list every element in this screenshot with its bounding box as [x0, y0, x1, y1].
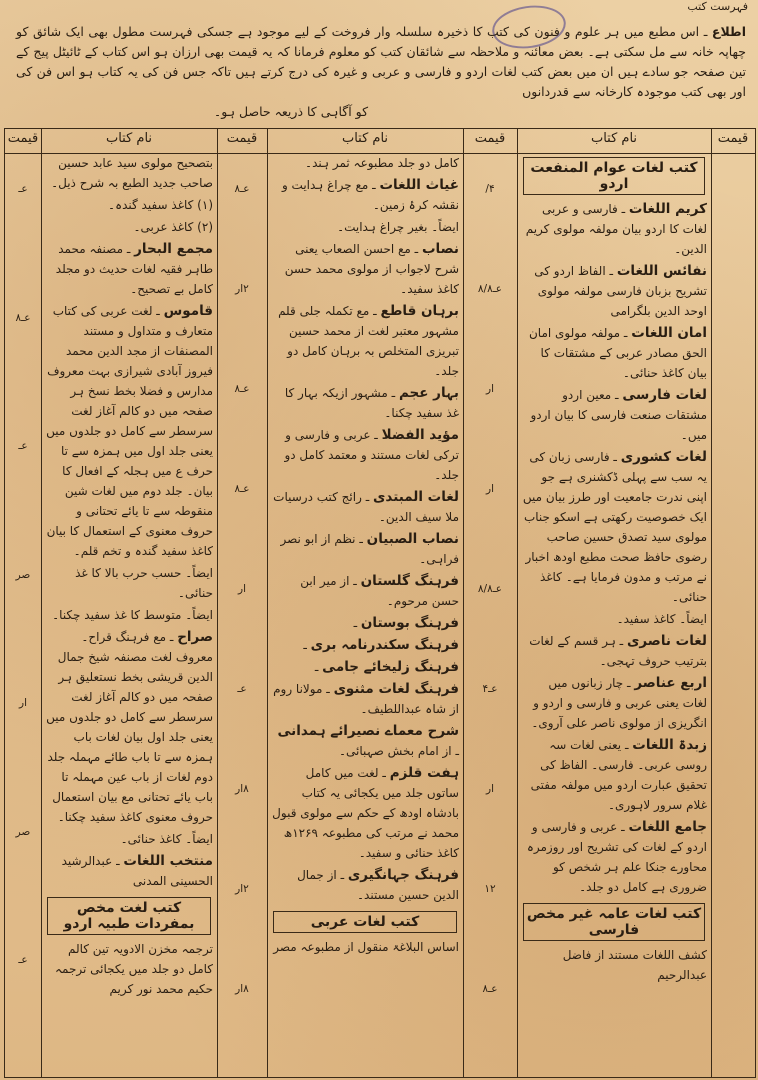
title-separator: ـ: [123, 242, 135, 256]
col2-book-entry: [267, 383, 463, 425]
book-title: فرہنگ بوستان: [360, 615, 459, 631]
col1-price-header: قیمت: [717, 131, 749, 146]
book-title: قاموس: [163, 303, 213, 319]
price-cell: عـ۸: [15, 311, 31, 324]
book-description: یعنی لغات سہ روسی عربی۔ فارسی۔ الفاظ کی تحقیق عبارت اردو میں مولفہ مفتی غلام سرور لاہوری۔: [530, 738, 707, 812]
book-description: ایضاً۔ متوسط کا غذ سفید چکنا۔: [52, 608, 213, 622]
book-description: مع احسن الصعاب یعنی شرح لاجواب از مولوی محمد حسن کاغذ سفید۔: [284, 242, 459, 296]
price-cell: عـ۸/۸: [477, 283, 503, 295]
price-cell: ۸ار: [235, 983, 249, 995]
book-title: منتخب اللغات: [123, 853, 213, 869]
book-title: فرہنگ جہانگیری: [347, 867, 459, 883]
book-description: مع چراغ ہدایت و نقشہ کرۂ زمین۔: [281, 178, 459, 212]
price-cell: صر: [15, 568, 31, 581]
price-cell: عـ۸/۸: [477, 583, 503, 595]
book-description: ایضاً۔ حسب حرب بالا کا غذ حنائی۔: [75, 566, 213, 600]
col2-section-heading: کتب لغات عربی: [273, 911, 457, 933]
book-title: صراح: [177, 629, 213, 645]
col2-name-header: نام کتاب: [341, 131, 389, 146]
price-cell: صر: [15, 825, 31, 838]
col3-book-entry: [41, 627, 217, 829]
col3-book-entry: [41, 239, 217, 301]
price-cell: عـ: [237, 683, 247, 695]
book-description: مولفہ مولوی امان الحق مصادر عربی کے مشتقات کا بیان کاغذ حنائی۔: [528, 326, 707, 380]
col3-price-header: قیمت: [226, 131, 258, 146]
book-description: از میر ابن حسن مرحوم۔: [300, 574, 459, 608]
col3-book-entry: [41, 851, 217, 893]
col2-book-entry: [267, 239, 463, 301]
price-cell: ۸ار: [235, 783, 249, 795]
book-title: فرہنگ گلستان: [360, 573, 459, 589]
title-separator: ـ: [322, 682, 334, 696]
title-separator: ـ: [112, 854, 124, 868]
col1-book-entry: [517, 817, 711, 899]
col3-section-heading: کتب لغت مخص بمفردات طبیہ اردو: [47, 897, 211, 935]
col1-book-list: [517, 153, 711, 1077]
col1-book-entry: [517, 735, 711, 817]
book-description: معین اردو مشتقات صنعت فارسی کا بیان اردو میں۔: [530, 388, 707, 442]
book-description: رائج کتب درسیات ملا سیف الدین۔: [273, 490, 459, 524]
col1-book-entry: [517, 323, 711, 385]
book-description: فارسی زبان کی یہ سب سے پہلی ڈکشنری ہے جو اپنی ندرت جامعیت اور طرز بیان میں ایک خصوصیت رکھتی ہے اسکو جناب مولوی سید تصدق حسین صاحب رضوی حافظ صحت مطبع اودھ اخبار نے مرتب و مدون فرمایا ہے۔ کاغذ حنائی۔: [522, 450, 707, 604]
col2-price-header: قیمت: [474, 131, 506, 146]
book-title: نفائس اللغات: [616, 263, 707, 279]
notice-tail: کو آگاہی کا ذریعہ حاصل ہو۔: [213, 104, 369, 119]
title-separator: ـ: [353, 616, 361, 630]
book-description: از امام بخش صہبائی۔: [338, 744, 452, 758]
book-description: کامل دو جلد مطبوعہ ثمر ہند۔: [305, 156, 459, 170]
title-separator: ـ: [387, 386, 399, 400]
book-description: چار زبانوں میں لغات یعنی عربی و فارسی و اردو و انگریزی از مولوی ناصر علی آروی۔: [531, 676, 707, 730]
book-title: فرہنگ سکندرنامہ بری: [310, 637, 459, 653]
price-cell: عـ۸: [234, 383, 250, 395]
book-title: کریم اللغات: [628, 201, 707, 217]
price-cell: ار: [486, 783, 494, 795]
book-description: از جمال الدین حسین مستند۔: [297, 868, 459, 902]
title-separator: ـ: [370, 428, 382, 442]
price-cell: ار: [238, 583, 246, 595]
col2-book-entry: [267, 635, 463, 657]
col-divider: [711, 129, 712, 1077]
price-cell: ۱۲: [484, 883, 496, 895]
price-cell: عـ: [18, 954, 28, 967]
col1-book-entry: [517, 631, 711, 673]
price-cell: عـ: [18, 440, 28, 453]
col3-last-entry: ترجمہ مخزن الادویہ تین کالم کامل دو جلد میں یکجائی ترجمہ حکیم محمد نور کریم: [54, 942, 213, 996]
book-list-table: [4, 128, 756, 1078]
title-separator: ـ: [451, 744, 459, 758]
title-separator: ـ: [615, 634, 628, 648]
col4-price-header: قیمت: [7, 131, 39, 146]
book-description: مشہور ازیکہ بہار کا غذ سفید چکنا۔: [284, 386, 459, 420]
title-separator: ـ: [611, 388, 623, 402]
col2-book-entry: [267, 613, 463, 635]
book-title: مجمع البحار: [134, 241, 213, 257]
price-cell: ار: [486, 483, 494, 495]
book-title: لغات ناصری: [627, 633, 707, 649]
col2-book-entry: [267, 425, 463, 487]
title-separator: ـ: [378, 766, 390, 780]
book-title: غیاث اللغات: [379, 177, 459, 193]
col2-book-entry: [267, 865, 463, 907]
book-title: امان اللغات: [631, 325, 707, 341]
col3-book-entry: [41, 301, 217, 563]
title-separator: ـ: [369, 304, 381, 318]
title-separator: ـ: [620, 326, 632, 340]
price-cell: عـ: [18, 183, 28, 195]
title-separator: ـ: [368, 178, 380, 192]
col2-book-list: [267, 153, 463, 1077]
book-title: لغات کشوری: [620, 449, 707, 465]
col3-book-entry: [41, 195, 217, 217]
col1-book-entry: [517, 609, 711, 631]
book-description: لغت عربی کی کتاب متعارف و متداول و مستند المصنفات از مجد الدین محمد فیروز آبادی شیرازی بہت معروف مدارس و فضلا بخط نسخ ہر صفحہ میں دو کالم آغاز لغت سرسطر سے کامل دو جلدوں میں یعنی جلد اول میں ہمزہ سے تا حرف ع میں ہجلہ کے افعال کا بیان۔ جلد دوم میں لغات شین منقوطہ سے تا یائے تحتانی و حروف معنوی کے استعمال کا بیان کاغذ سفید گندہ و تخم قلم۔: [46, 304, 213, 558]
title-separator: ـ: [355, 532, 367, 546]
col1-book-entry: [517, 261, 711, 323]
col3-book-entry: [41, 829, 217, 851]
book-title: اربع عناصر: [634, 675, 707, 691]
col1-book-entry: [517, 199, 711, 261]
book-description: ایضاً۔ کاغذ حنائی۔: [120, 832, 213, 846]
col2-prices: [217, 153, 267, 1077]
book-description: ایضاً۔ بغیر چراغ ہدایت۔: [337, 220, 459, 234]
col3-book-entry: [41, 605, 217, 627]
book-description: لغت میں کامل ساتوں جلد میں یکجائی یہ کتاب بادشاہ اودھ کے حکم سے مولوی قبول محمد نے مرتب کی مطبوعہ ۱۲۶۹ھ کاغذ حنائی و سفید۔: [272, 766, 459, 860]
book-description: مع تکملہ جلی قلم مشہور معتبر لغت از محمد حسین تبریزی المتخلص بہ برہان کامل دو جلد۔: [278, 304, 459, 378]
book-title: فرہنگ لغات مثنوی: [333, 681, 459, 697]
price-cell: عـ۸: [234, 183, 250, 195]
price-cell: ۲ار: [235, 883, 249, 895]
title-separator: ـ: [349, 574, 361, 588]
book-description: ہر قسم کے لغات بترتیب حروف تہجی۔: [529, 634, 707, 668]
book-description: ایضاً۔ کاغذ سفید۔: [616, 612, 707, 626]
price-cell: ۲ار: [235, 283, 249, 295]
col1-section-heading: کتب لغات عوام المنفعت اردو: [523, 157, 705, 195]
title-separator: ـ: [617, 202, 629, 216]
col2-book-entry: [267, 571, 463, 613]
col2-book-entry: [267, 153, 463, 175]
book-description: مع فرہنگ قراح۔ معروف لغت مصنفہ شیخ جمال الدین قریشی بخط نستعلیق ہر صفحہ میں دو کالم آغاز لغت سرسطر سے کامل دو جلدوں میں یعنی جلد اول بیان لغات باب ہمزہ سے تا باب طائے مہملہ جلد دوم لغات از باب عین مہملہ تا باب یائے تحتانی مع بیان استعمال حروف معنوی کاغذ سفید چکنا۔: [46, 630, 213, 824]
col2-book-entry: [267, 529, 463, 571]
col2-book-entry: [267, 487, 463, 529]
price-cell: ۴/: [485, 183, 495, 195]
col1-prices: [463, 153, 517, 1077]
col2-book-entry: [267, 679, 463, 721]
price-cell: ار: [19, 697, 27, 710]
title-separator: ـ: [621, 738, 633, 752]
book-title: لغات فارسی: [622, 387, 707, 403]
book-description: مصنفہ محمد طاہر فقیہ لغات حدیث دو مجلد کامل بے تصحیح۔: [55, 242, 213, 296]
price-cell: عـ۸: [234, 483, 250, 495]
col3-book-entry: [41, 153, 217, 195]
book-title: بہار عجم: [398, 385, 459, 401]
book-title: شرح معماے نصیرائے ہمدانی: [277, 723, 459, 739]
col2-book-entry: [267, 217, 463, 239]
col3-book-entry: [41, 563, 217, 605]
col2-book-entry: [267, 301, 463, 383]
col1-book-entry: [517, 673, 711, 735]
book-title: زبدۃ اللغات: [632, 737, 707, 753]
title-separator: ـ: [617, 820, 629, 834]
col2-book-entry: [267, 763, 463, 865]
price-cell: عـ۴: [482, 683, 498, 695]
title-separator: ـ: [336, 868, 348, 882]
title-separator: ـ: [623, 676, 635, 690]
col3-name-header: نام کتاب: [105, 131, 153, 146]
col3-prices: [5, 153, 41, 1077]
notice-title: اطلاع: [711, 24, 746, 39]
book-description: (۲) کاغذ عربی۔: [133, 220, 213, 234]
col2-book-entry: [267, 721, 463, 763]
book-title: جامع اللغات: [628, 819, 707, 835]
book-description: عربی و فارسی و ترکی لغات مستند و معتمد کامل دو جلد۔: [284, 428, 459, 482]
book-description: مولانا روم از شاہ عبداللطیف۔: [273, 682, 459, 716]
book-title: نصاب: [421, 241, 459, 257]
book-description: عربی و فارسی و اردو کے لغات کی تشریح اور روزمرہ محاورے جنکا علم ہر شخص کو ضروری ہے کامل دو جلد۔: [526, 820, 707, 894]
title-separator: ـ: [152, 304, 164, 318]
book-description: فارسی و عربی لغات کا اردو بیان مولفہ مولوی کریم الدین۔: [525, 202, 707, 256]
col1-last-entry: کشف اللغات مستند از فاضل عبدالرحیم: [562, 948, 707, 982]
book-title: فرہنگ زلیخائے جامی: [322, 659, 459, 675]
book-description: (۱) کاغذ سفید گندہ۔: [108, 198, 213, 212]
title-separator: ـ: [166, 630, 178, 644]
col1-book-entry: [517, 447, 711, 609]
catalog-header-label: فہرست کتب: [687, 0, 748, 13]
title-separator: ـ: [361, 490, 374, 504]
book-description: نظم از ابو نصر فراہی۔: [280, 532, 459, 566]
book-description: عبدالرشید الحسینی المدنی: [61, 854, 213, 888]
title-separator: ـ: [605, 264, 617, 278]
col2-last-entry: اساس البلاغۃ منقول از مطبوعہ مصر: [273, 940, 459, 954]
title-separator: ـ: [410, 242, 422, 256]
col1-book-entry: [517, 385, 711, 447]
book-title: نصاب الصبیان: [366, 531, 459, 547]
col2-book-entry: [267, 175, 463, 217]
book-title: برہان قاطع: [380, 303, 459, 319]
notice-paragraph: [16, 22, 746, 122]
col1-name-header: نام کتاب: [590, 131, 638, 146]
book-title: لغات المبتدی: [373, 489, 459, 505]
notice-sep: ـ: [699, 24, 708, 39]
book-description: بتصحیح مولوی سید عابد حسین صاحب جدید الطبع بہ شرح ذیل۔: [51, 156, 213, 190]
col1-section2-heading: کتب لغات عامہ غیر مخص فارسی: [523, 903, 705, 941]
book-description: الفاظ اردو کی تشریح بزبان فارسی مولفہ مولوی اوحد الدین بلگرامی: [534, 264, 707, 318]
title-separator: ـ: [314, 660, 323, 674]
title-separator: ـ: [609, 450, 621, 464]
col3-book-entry: [41, 217, 217, 239]
col3-book-list: [41, 153, 217, 1077]
col2-book-entry: [267, 657, 463, 679]
book-title: مؤید الفضلا: [381, 427, 459, 443]
notice-text: اس مطبع میں ہر علوم و فنون کی کتب کا ذخیرہ سلسلہ وار فروخت کے لیے موجود ہے جسکی فہرست مطول بھی ایک شائق کو چھاپہ خانہ سے مل سکتی ہے۔ بعض معائنہ و ملاحظہ سے شائقان کتب کو معلوم فرمانا کہ یہ قیمت بھی ارزان ہو اس کتاب کے ٹائیٹل پیج کے تین صفحہ جو سادے ہیں ان میں بعض کتب لغات اردو و فارسی و عربی و غیرہ کی درج کرتے ہیں تاکہ جس فن کی یہ کتاب ہو اس فن کی اور بھی کتب موجودہ کارخانہ سے قدردانوں: [16, 24, 746, 99]
price-cell: ار: [486, 383, 494, 395]
title-separator: ـ: [303, 638, 311, 652]
book-title: ہفت قلزم: [389, 765, 459, 781]
price-cell: عـ۸: [482, 983, 498, 995]
